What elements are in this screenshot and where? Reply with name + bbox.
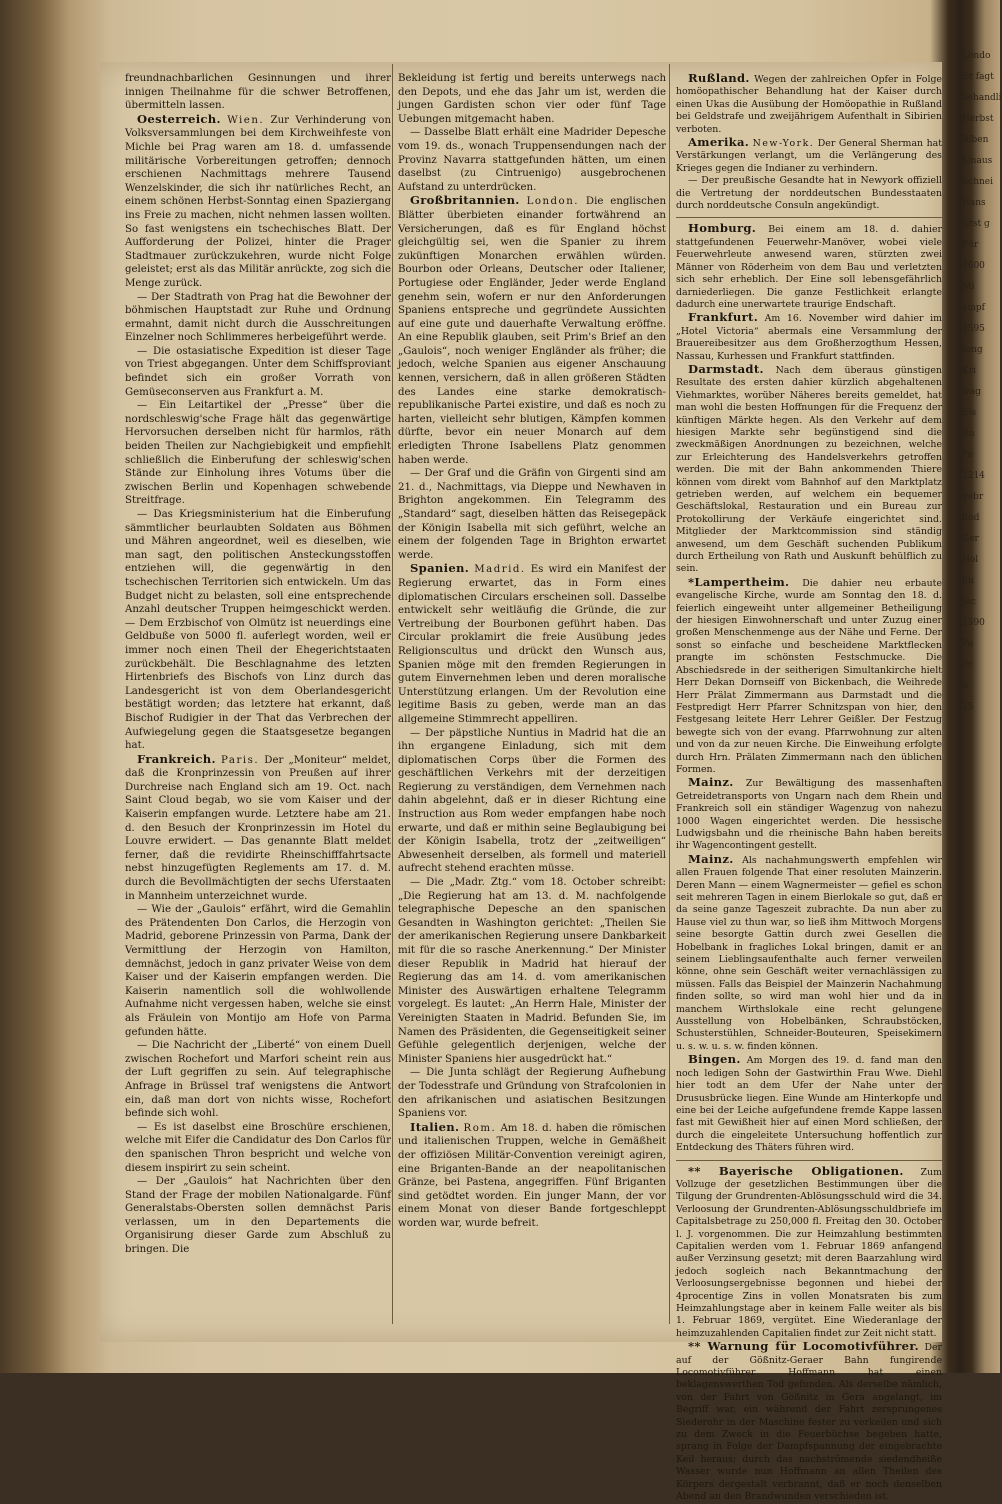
column-right [676,71,943,1503]
edge-fragment: Erst g [962,219,990,229]
article-paragraph [125,113,391,291]
article-paragraph [676,222,942,311]
article-text: — Ein Leitartikel der „Presse“ über die nordschleswig'sche Frage hält das gegenwärtige Hervorsuchen derselben nicht für harmlos, räth beiden Theilen zur Nachgiebigkeit und empfiehlt schließlich die Einberufung der schleswig'schen Stände zur Einholung ihres Votums über die zwischen Berlin und Kopenhagen schwebende Streitfrage. [125,400,391,507]
article-paragraph [125,1121,391,1175]
article-paragraph [676,576,942,777]
article-text: Nach dem überaus günstigen Resultate des ersten dahier kürzlich abgehaltenen Viehmarktes, worüber Näheres bereits gemeldet, hat man wohl die besten Hoffnungen für die Frequenz der künftigen Märkte hegen. Als den Verkehr auf dem hiesigen Markte sehr begünstigend sind die zweckmäßigen Anordnungen zu bezeichnen, welche zur Erleichterung des Handelsverkehrs getroffen werden. Die mit der Bahn ankommenden Thiere können vom direkt vom Bahnhof auf den Marktplatz getrieben werden, auf welchem ein bequemer Geschäftslokal, Restauration und ein Bureau zur Protokollirung der Verkäufe eingerichtet sind. Mitglieder der Marktcommission sind ständig anwesend, um dem Geschäft suchenden Publikum durch Ertheilung von Rath und Auskunft behülflich zu sein. [676,364,942,575]
article-text: — Die „Madr. Ztg.“ vom 18. October schreibt: „Die Regierung hat am 13. d. M. nachfolgende telegraphische Depesche an den spanischen Gesandten in Washington gerichtet: „Theilen Sie der amerikanischen Regierung unsere Dankbarkeit mit für die so rasche Anerkennung.“ Der Minister dieser Republik in Madrid hat hierauf der Regierung das am 14. d. vom amerikanischen Minister des Auswärtigen erhaltene Telegramm vorgelegt. Es lautet: „An Herrn Hale, Minister der Vereinigten Staaten in Madrid. Befunden Sie, im Namen des Präsidenten, die Gegenseitigkeit seiner Gefühle gelegentlich derjenigen, welche der Minister Spaniens hier ausgedrückt hat.“ [398,877,666,1065]
dateline-place: Wien. [227,114,265,126]
article-text: Der auf der Gößnitz-Geraer Bahn fungirende Locomotivführer Hoffmann hat einen beklagenswerthen Tod gefunden. Als derselbe nämlich, von der Fahrt von Gößnitz in Gera angelangt, im Begriff war, ein während der Fahrt zersprungenes Siederohr in der Maschine fester zu verkeilen und sich zu dem Zweck in die Feuerbüchse begeben hatte, sprang in Folge der Dampfspannung der eingebrachte Keil heraus; durch das nachströmende siedendheiße Wasser wurde nun Hoffmann an allen Theilen des Körpers dergestalt verbrannt, daß er noch denselben Abend an den Brandwunden verschieden ist. [676,1342,943,1503]
article-text: — Der preußische Gesandte hat in Newyork offiziell die Vertretung der norddeutschen Bundesstaaten durch norddeutsche Consuln angekündigt. [676,175,942,212]
article-text: — Wie der „Gaulois“ erfährt, wird die Gemahlin des Prätendenten Don Carlos, die Herzogin von Madrid, geborene Prinzessin von Parma, Dank der Vermittlung der Herzogin von Hamilton, demnächst, jedoch in ganz privater Weise von dem Kaiser und der Kaiserin empfangen werden. Die Kaiserin namentlich soll die wohlwollende Aufnahme nicht vergessen haben, welche sie einst als Fräulein von Montijo am Hofe von Parma gefunden hätte. [125,904,391,1038]
edge-fragment: fung [962,345,983,355]
dateline-place: Madrid. [474,564,526,576]
article-text: — Es ist daselbst eine Broschüre erschienen, welche mit Eifer die Candidatur des Don Carlos für den spanischen Thron bespricht und welche von diesem inspirirt zu sein scheint. [125,1121,391,1174]
column-rule-right [669,64,670,1324]
edge-fragment: Hol [962,555,979,565]
article-text: Wegen der zahlreichen Opfer in Folge homöopathischer Behandlung hat der Kaiser durch einen Ukas die Ausübung der Homöopathie in Rußland bei Geldstrafe und zweijährigem Aufenthalt in Sibirien verboten. [676,74,942,135]
edge-fragment: Herbst [962,114,994,124]
article-text: — Der Stadtrath von Prag hat die Bewohner der böhmischen Hauptstadt zur Ruhe und Ordnung ermahnt, damit nicht durch die Ausschreitungen Einzelner noch Schlimmeres herbeigeführt werde. [125,291,391,344]
section-heading: Großbritannien. [410,193,520,208]
edge-fragment: 2595 [962,324,985,334]
article-paragraph [676,175,942,212]
column-left [125,72,391,1334]
edge-fragment: 25 [962,702,974,712]
article-paragraph [398,1066,666,1120]
edge-fragment: Sti [962,282,975,292]
edge-fragment: Ru [962,429,975,439]
article-paragraph [398,194,666,467]
article-text: — Die Junta schlägt der Regierung Aufhebung der Todesstrafe und Gründung von Strafcolonien in den afrikanischen und asiatischen Besitzungen Spaniens vor. [398,1067,666,1120]
edge-fragment: Jac [962,597,977,607]
edge-fragment: Schnei [962,177,994,187]
article-text: — Die Nachricht der „Liberté“ von einem Duell zwischen Rochefort und Marfori scheint rein aus der Luft gegriffen zu sein. Auf telegraphische Anfrage in Brüssel traf wenigstens die Antwort ein, daß man dort von nichts wisse, Rochefort befinde sich wohl. [125,1040,391,1120]
article-paragraph [398,727,666,877]
article-text: — Der Graf und die Gräfin von Girgenti sind am 21. d., Nachmittags, via Dieppe und Newhaven in Brighton angekommen. Ein Telegramm des „Standard“ sagt, dieselben hätten das Reisegepäck der Königin Isabella mit sich geführt, welche an einem der folgenden Tage in Brighton erwartet werde. [398,468,666,561]
edge-fragment: gebr [962,492,984,502]
article-text: — Die ostasiatische Expedition ist dieser Tage von Triest abgegangen. Unter dem Schiffsproviant befindet sich ein großer Vorrath von Gemüseconserven aus Frankfurt a. M. [125,345,391,398]
edge-fragment: hinaus [962,156,993,166]
edge-fragment: 2590 [962,618,985,628]
article-paragraph [398,1121,666,1231]
article-paragraph [676,363,942,576]
article-paragraph [676,776,942,852]
section-heading: Frankfurt. [688,310,759,325]
article-text: Es wird ein Manifest der Regierung erwartet, das in Form eines diplomatischen Circulars erscheinen soll. Dasselbe entwickelt sehr weitläufig die Gründe, die zur Vertreibung der Bourbonen geführt haben. Das Circular proklamirt die freie Ausübung jedes Religionscultus und drückt den Wunsch aus, Spanien möge mit den fremden Regierungen in gutem Einvernehmen leben und deren moralische Unterstützung erlangen. Um der Revolution eine legitime Basis zu geben, werde man an das allgemeine Stimmrecht appelliren. [398,564,666,725]
section-heading: ** Warnung für Locomotivführer. [688,1339,920,1354]
article-paragraph [398,467,666,562]
adjacent-page-edge [962,50,1000,1350]
article-text: Bei einem am 18. d. dahier stattgefundenen Feuerwehr-Manöver, wobei viele Feuerwehrleute anwesend waren, stürzten zwei Männer von Röderheim von dem Bau und verletzten sich sehr erheblich. Der Eine soll lebensgefährlich darniederliegen. Die ganze Festlichkeit erlangte dadurch eine unerwartete traurige Endschaft. [676,224,942,310]
article-text: — Der päpstliche Nuntius in Madrid hat die an ihn ergangene Einladung, sich mit dem diplomatischen Corps über die Formen des geschäftlichen Verkehrs mit der derzeitigen Regierung zu verständigen, dem Vernehmen nach dahin abgelehnt, daß er in dieser Richtung eine Instruction aus Rom weder empfangen habe noch erwarte, und daß er mithin seine Beglaubigung bei der Königin Isabella, trotz der „zeitweiligen“ Abwesenheit derselben, als formell und materiell aufrecht stehend erachten müsse. [398,727,666,875]
article-paragraph [676,72,942,136]
article-paragraph [398,126,666,194]
edge-fragment: Eis [962,408,977,418]
article-paragraph [125,753,391,904]
article-paragraph [398,72,666,126]
article-paragraph [398,562,666,726]
section-heading: Darmstadt. [688,361,764,376]
article-paragraph [125,291,391,345]
dateline-place: Rom. [463,1122,497,1134]
edge-fragment: find [962,513,980,523]
article-paragraph [676,1165,942,1341]
section-heading: Mainz. [688,775,734,790]
article-paragraph [125,399,391,508]
edge-fragment: Hans [962,198,986,208]
section-heading: Italien. [410,1119,460,1134]
edge-fragment: Pa [962,639,974,649]
article-text: Bekleidung ist fertig und bereits unterwegs nach den Depots, und ehe das Jahr um ist, werden die jungen Gardisten schon vier oder fünf Tage Uebungen mitgemacht haben. [398,73,666,125]
edge-fragment: wag [962,387,981,397]
article-text: Der General Sherman hat Verstärkungen verlangt, um die Verlängerung des Krieges gegen die Indianer zu verhindern. [676,138,942,174]
section-heading: Rußland. [688,71,750,85]
edge-fragment: Biben [962,135,989,145]
section-heading: Homburg. [688,221,757,236]
article-paragraph [676,1053,942,1154]
article-text: freundnachbarlichen Gesinnungen und ihrer innigen Theilnahme für die schwer Betroffenen, übermitteln lassen. [125,73,391,112]
section-heading: Oesterreich. [137,111,221,126]
article-text: Zur Bewältigung des massenhaften Getreidetransports von Ungarn nach dem Rhein und Frankreich soll ein ständiger Wagenzug von nahezu 1000 Wagen eingerichtet werden. Die hessische Ludwigsbahn und die rheinische Bahn haben bereits ihr Wagencontingent gestellt. [676,778,942,852]
section-heading: *Lampertheim. [688,574,790,589]
article-text: — Der „Gaulois“ hat Nachrichten über den Stand der Frage der mobilen Nationalgarde. Fünf Generalstabs-Obersten sollen demnächst Paris verlassen, um in den Departements die Organisirung dieser Garde zum Abschluß zu bringen. Die [125,1176,391,1256]
edge-fragment: Londo [962,51,991,61]
column-middle [398,72,666,1334]
edge-fragment: 2214 [962,471,985,481]
article-text: Am 18. d. haben die römischen und italienischen Truppen, welche in Gemäßheit der offiziösen Militär-Convention vereinigt agiren, eine Briganten-Bande an der neapolitanischen Gränze, bei Pastena, angegriffen. Fünf Briganten sind getödtet worden. Ein junger Mann, der vor einem Monat von dieser Bande fortgeschleppt worden war, wurde befreit. [398,1122,666,1229]
edge-fragment: fin [962,576,974,586]
article-paragraph [125,508,391,753]
dateline-place: London. [526,196,579,208]
article-paragraph [125,345,391,399]
article-text: Zur Verhinderung von Volksversammlungen bei dem Kirchweihfeste von Michle bei Prag waren am 18. d. umfassende militärische Vorbereitungen getroffen; dennoch erschienen Nachmittags mehrere Tausend Wenzelskinder, die sich ihr natürliches Recht, an einem schönen Herbst-Sonntag einen Spaziergang ins Freie zu machen, nicht nehmen lassen wollten. So fast wenigstens ein tschechisches Blatt. Der Aufforderung der Polizei, hinter die Prager Stadtmauer zurückzukehren, wurde nicht Folge geleistet; erst als das Militär anrückte, zog sich die Menge zurück. [125,114,392,289]
edge-fragment: Für [962,240,979,250]
edge-fragment: Er fagt [962,72,994,82]
section-heading: Amerika. [688,135,750,150]
article-text: Am 16. November wird dahier im „Hotel Victoria“ abermals eine Versammlung der Brauereibesitzer aus dem Großherzogthum Hessen, Nassau, Kurhessen und Frankfurt stattfinden. [676,313,942,362]
edge-fragment: Fe [962,450,974,460]
section-divider [676,217,942,218]
article-paragraph [125,1175,391,1257]
dateline-place: New-York. [752,138,815,150]
article-text: Als nachahmungswerth empfehlen wir allen Frauen folgende That einer resoluten Mainzerin. Deren Mann — einem Wagnermeister — gefiel es schon seit mehreren Tagen in einem Bierlokale so gut, daß er da seine ganze Tageszeit zubrachte. Da nun aber zu Hause viel zu thun war, so ließ ihm Mittwoch Morgens seine besorgte Gattin durch zwei Gesellen die Hobelbank in fragliches Lokal bringen, damit er an seinem Lieblingsaufenthalte auch ferner verweilen könne, ohne sein Geschäft weiter vernachlässigen zu müssen. Falls das Beispiel der Mainzerin Nachahmung finden sollte, so wird man wohl hier und da in manchem Wirthslokale eine recht gelungene Ausstellung von Hobelbänken, Schraubstöcken, Schusterstühlen, Schneider-Bouteuren, Speisekimern u. s. w. u. s. w. finden können. [676,854,942,1052]
article-paragraph [676,853,942,1054]
column-rule-left [392,64,393,1324]
article-text: Am Morgen des 19. d. fand man den noch ledigen Sohn der Gastwirthin Frau Wwe. Diehl hier todt an dem Ufer der Nahe unter der Drususbrücke liegen. Eine Wunde am Hinterkopfe und eine bei der Leiche aufgefundene fremde Kappe lassen fast mit Gewißheit hier auf einen Mord schließen, der durch die eingeleitete Untersuchung hoffentlich zur Entdeckung des Thäters führen wird. [676,1055,942,1154]
edge-fragment: behandli [962,93,1002,103]
dateline-place: Paris. [221,754,260,766]
edge-fragment: S [962,681,969,691]
article-text: Die englischen Blätter überbieten einander fortwährend an Versicherungen, daß es für England höchst gleichgültig sei, wen die Spanier zu ihrem zukünftigen Monarchen erwählen würden. Bourbon oder Orleans, Deutscher oder Italiener, Portugiese oder Engländer, Jeder werde England genehm sein, wofern er nur den Anforderungen Spaniens entspreche und gegründete Aussichten auf eine gute und dauerhafte Verwaltung eröffne. An eine Republik glauben, seit Prim's Brief an den „Gaulois“, noch weniger Engländer als früher; die jedoch, welche Spanien aus eigener Anschauung kennen, versichern, daß in allen größeren Städten des Landes eine starke demokratisch-republikanische Partei existire, und daß es noch zu harten, vielleicht sehr blutigen, Kämpfen kommen dürfte, bevor ein neuer Monarch auf dem erledigten Throne Isabellens Platz genommen haben werde. [398,196,666,466]
article-text: — Dasselbe Blatt erhält eine Madrider Depesche vom 19. ds., wonach Truppensendungen nach der Provinz Navarra stattgefunden hätten, um einen daselbst (zu Cintruenigo) ausgebrochenen Aufstand zu unterdrücken. [398,127,666,193]
article-paragraph [676,1340,942,1503]
section-divider [676,1160,942,1161]
article-text: Der „Moniteur“ meldet, daß die Kronprinzessin von Preußen auf ihrer Durchreise nach England sich am 19. Oct. nach Saint Cloud begab, wo sie vom Kaiser und der Kaiserin empfangen wurde. Letztere habe am 21. d. den Besuch der Kronprinzessin im Hotel du Louvre erwidert. — Das genannte Blatt meldet ferner, daß die revidirte Rheinschifffahrtsacte nebst hinzugefügten Reglements am 17. d. M. durch die Bevollmächtigten der sechs Uferstaaten in Mannheim unterzeichnet wurde. [125,754,391,902]
edge-fragment: 2600 [962,261,985,271]
section-heading: Bingen. [688,1052,741,1067]
section-heading: Frankreich. [137,751,216,766]
edge-fragment: empf [962,303,985,313]
article-text: — Das Kriegsministerium hat die Einberufung sämmtlicher beurlaubten Soldaten aus Böhmen und Mähren angeordnet, weil es dieselben, wie man sagt, den politischen Ansteckungsstoffen entziehen will, die gegenwärtig in den tschechischen Territorien sich entwickeln. Um das Budget nicht zu belasten, soll eine entsprechende Anzahl deutscher Truppen heimgeschickt werden. — Dem Erzbischof von Olmütz ist neuerdings eine Geldbuße von 5000 fl. auferlegt worden, weil er immer noch einen Theil der Ehegerichtstaaten zurückbehält. Die Beschlagnahme des letzten Hirtenbriefs des Bischofs von Linz durch das Landesgericht ist von dem Oberlandesgericht bestätigt worden; das letztere hat erkannt, daß Bischof Rudigier in der That das Verbrechen der Aufwiegelung gegen die Staatsgesetze begangen hat. [125,509,391,752]
edge-fragment: Fr [962,660,973,670]
section-heading: Mainz. [688,851,734,866]
edge-fragment: Kri [962,366,976,376]
article-paragraph [676,311,942,363]
article-text: Die dahier neu erbaute evangelische Kirche, wurde am Sonntag den 18. d. feierlich eingeweiht unter allgemeiner Betheiligung der hiesigen Einwohnerschaft und unter Zuzug einer großen Menschenmenge aus der Nähe und Ferne. Der sonst so einfache und bescheidene Marktflecken prangte im schönsten Festschmucke. Die Abschiedsrede in der seitherigen Simultankirche hielt Herr Dekan Dornseiff von Bickenbach, die Weihrede Herr Prälat Zimmermann aus Darmstadt und die Festpredigt Herr Pfarrer Schnitzspan von hier, den Festgesang leitete Herr Lehrer Geißler. Der Festzug bewegte sich von der evang. Pfarrwohnung zur alten und von da zur neuen Kirche. Die Einweihung erfolgte durch Hrn. Prälaten Zimmermann nach den üblichen Formen. [676,577,942,775]
section-heading: ** Bayerische Obligationen. [688,1163,904,1178]
article-paragraph [125,1039,391,1121]
article-paragraph [125,903,391,1039]
section-heading: Spanien. [410,561,470,576]
article-paragraph [125,72,391,113]
article-text: Zum Vollzuge der gesetzlichen Bestimmungen über die Tilgung der Grundrenten-Ablösungsschuld wird die 34. Verloosung der Grundrenten-Ablösungsschuldbriefe im Capitalsbetrage zu 250,000 fl. Freitag den 30. October l. J. vorgenommen. Die zur Heimzahlung bestimmten Capitalien werden vom 1. Februar 1869 anfangend außer Verzinsung gesetzt; mit deren Baarzahlung wird jedoch sogleich nach Bekanntmachung der Verloosungsergebnisse begonnen und hiebei der 4procentige Zins in vollen Monatsraten bis zum Heimzahlungstage aber in keinem Falle weiter als bis 1. Februar 1869, vergütet. Eine Wiederanlage der heimzuzahlenden Capitalien findet zur Zeit nicht statt. [676,1166,942,1339]
edge-fragment: Ger [962,534,979,544]
article-paragraph [398,876,666,1066]
article-paragraph [676,136,942,175]
